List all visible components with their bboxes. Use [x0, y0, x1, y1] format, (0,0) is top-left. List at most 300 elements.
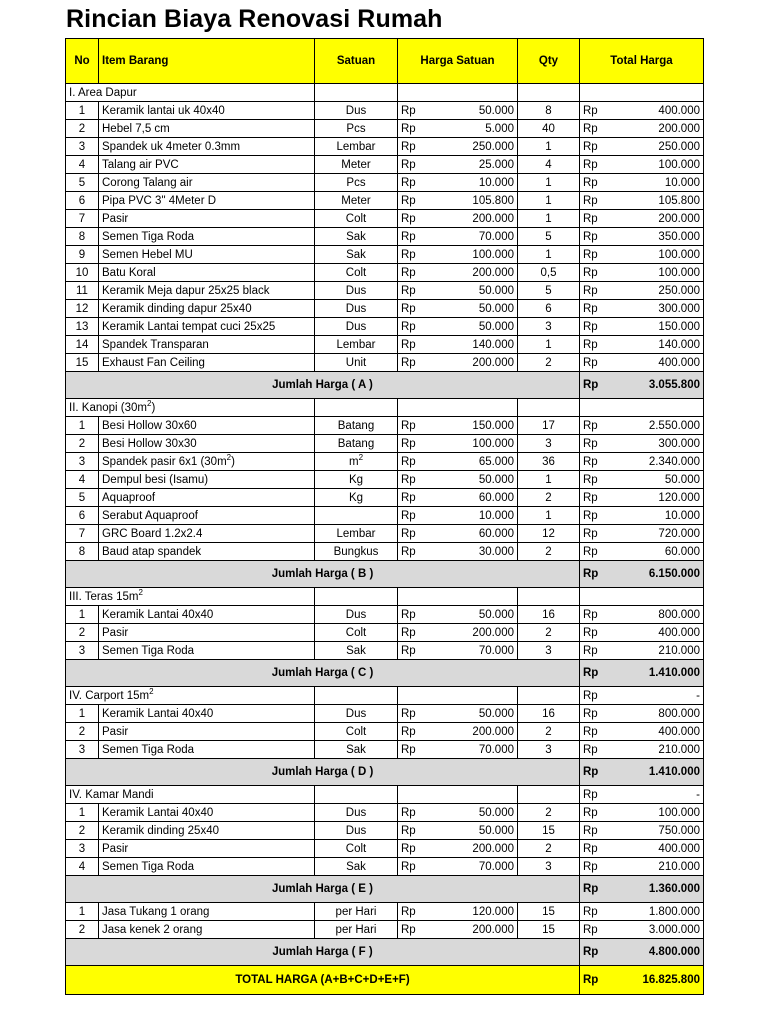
row-no: 10 [66, 264, 99, 282]
row-no: 2 [66, 435, 99, 453]
row-satuan-text: Dus [345, 824, 367, 837]
row-qty: 1 [518, 336, 580, 354]
row-total: 100.000 [612, 246, 704, 264]
currency-label: Rp [580, 759, 612, 786]
row-satuan-text: Dus [345, 707, 367, 720]
row-satuan [315, 228, 398, 246]
row-total: 200.000 [612, 120, 704, 138]
cost-table [65, 38, 704, 995]
row-harga: 50.000 [430, 606, 518, 624]
currency-label: Rp [398, 489, 430, 507]
row-qty: 2 [518, 624, 580, 642]
row-qty: 0,5 [518, 264, 580, 282]
currency-label: Rp [580, 282, 612, 300]
row-qty: 8 [518, 102, 580, 120]
row-item-text: Jasa kenek 2 orang [102, 923, 203, 936]
row-item [99, 489, 315, 507]
row-satuan [315, 138, 398, 156]
row-qty: 40 [518, 120, 580, 138]
row-harga: 200.000 [430, 264, 518, 282]
section-title-text: III. Teras 15m [69, 590, 139, 603]
currency-label: Rp [398, 840, 430, 858]
row-qty: 1 [518, 138, 580, 156]
row-satuan [315, 840, 398, 858]
row-qty: 2 [518, 489, 580, 507]
currency-label: Rp [580, 507, 612, 525]
table-row [66, 525, 704, 543]
row-item [99, 435, 315, 453]
header-total-harga: Total Harga [580, 39, 704, 84]
row-satuan-text: Unit [345, 356, 367, 369]
row-item-text: Serabut Aquaproof [102, 509, 198, 522]
section-title-total: - [612, 687, 704, 705]
subtotal-label: Jumlah Harga ( F ) [66, 939, 580, 966]
row-satuan [315, 903, 398, 921]
row-total: 800.000 [612, 705, 704, 723]
row-satuan [315, 318, 398, 336]
section-header-row [66, 399, 704, 417]
table-row [66, 453, 704, 471]
row-total: 10.000 [612, 507, 704, 525]
row-harga: 200.000 [430, 624, 518, 642]
currency-label: Rp [398, 174, 430, 192]
row-total: 250.000 [612, 138, 704, 156]
row-satuan [315, 300, 398, 318]
row-no: 15 [66, 354, 99, 372]
row-qty: 4 [518, 156, 580, 174]
row-satuan-text: Sak [346, 230, 366, 243]
empty-cell [518, 84, 580, 102]
row-satuan-text: Colt [345, 266, 367, 279]
row-harga: 200.000 [430, 840, 518, 858]
subtotal-value: 1.360.000 [612, 876, 704, 903]
section-title-end: ) [151, 401, 156, 414]
currency-label: Rp [580, 525, 612, 543]
currency-label: Rp [398, 822, 430, 840]
row-qty: 2 [518, 804, 580, 822]
row-satuan-text: Colt [345, 725, 367, 738]
currency-label: Rp [398, 300, 430, 318]
table-row [66, 318, 704, 336]
header-row [66, 39, 704, 84]
page-title: Rincian Biaya Renovasi Rumah [66, 5, 443, 33]
currency-label: Rp [398, 453, 430, 471]
empty-cell [398, 588, 518, 606]
currency-label: Rp [398, 318, 430, 336]
empty-cell [398, 687, 518, 705]
section-title-total: - [612, 786, 704, 804]
currency-label: Rp [398, 354, 430, 372]
superscript: 2 [358, 452, 364, 462]
currency-label: Rp [398, 741, 430, 759]
row-satuan [315, 606, 398, 624]
row-harga: 50.000 [430, 804, 518, 822]
currency-label: Rp [398, 282, 430, 300]
row-item-text: Spandek uk 4meter 0.3mm [102, 140, 241, 153]
subtotal-row [66, 876, 704, 903]
empty-cell [398, 786, 518, 804]
row-harga: 70.000 [430, 741, 518, 759]
row-satuan-text: Pcs [346, 176, 366, 189]
row-item [99, 102, 315, 120]
row-no: 1 [66, 606, 99, 624]
currency-label: Rp [398, 903, 430, 921]
section-header-row [66, 84, 704, 102]
currency-label: Rp [580, 174, 612, 192]
header-qty: Qty [518, 39, 580, 84]
row-no: 6 [66, 507, 99, 525]
row-total: 350.000 [612, 228, 704, 246]
superscript: 2 [146, 398, 152, 408]
row-satuan-text: Lembar [336, 338, 376, 351]
row-no: 1 [66, 903, 99, 921]
row-item-text: Keramik lantai uk 40x40 [102, 104, 225, 117]
subtotal-label: Jumlah Harga ( B ) [66, 561, 580, 588]
row-satuan-text: Dus [345, 284, 367, 297]
row-item [99, 624, 315, 642]
row-total: 105.800 [612, 192, 704, 210]
row-no: 5 [66, 174, 99, 192]
grand-total-value: 16.825.800 [612, 966, 704, 995]
currency-label: Rp [580, 435, 612, 453]
row-no: 2 [66, 921, 99, 939]
row-harga: 120.000 [430, 903, 518, 921]
row-item [99, 921, 315, 939]
currency-label: Rp [580, 687, 612, 705]
row-item-text: Pasir [102, 842, 129, 855]
row-no: 3 [66, 453, 99, 471]
currency-label: Rp [580, 939, 612, 966]
subtotal-value: 1.410.000 [612, 759, 704, 786]
subtotal-value: 3.055.800 [612, 372, 704, 399]
row-no: 3 [66, 138, 99, 156]
currency-label: Rp [398, 228, 430, 246]
row-harga: 50.000 [430, 102, 518, 120]
row-item-text: Keramik Meja dapur 25x25 black [102, 284, 270, 297]
row-satuan [315, 804, 398, 822]
row-harga: 70.000 [430, 228, 518, 246]
currency-label: Rp [580, 804, 612, 822]
subtotal-row [66, 660, 704, 687]
subtotal-row [66, 372, 704, 399]
currency-label: Rp [580, 876, 612, 903]
row-item [99, 246, 315, 264]
row-total: 100.000 [612, 804, 704, 822]
row-no: 2 [66, 624, 99, 642]
currency-label: Rp [580, 354, 612, 372]
table-row [66, 435, 704, 453]
row-no: 2 [66, 822, 99, 840]
header-satuan: Satuan [315, 39, 398, 84]
row-harga: 100.000 [430, 435, 518, 453]
superscript: 2 [138, 587, 143, 597]
currency-label: Rp [580, 858, 612, 876]
row-total: 400.000 [612, 624, 704, 642]
empty-cell [315, 687, 398, 705]
row-item-text: Dempul besi (Isamu) [102, 473, 209, 486]
empty-cell [315, 786, 398, 804]
row-item-text: Keramik Lantai 40x40 [102, 608, 214, 621]
row-total: 800.000 [612, 606, 704, 624]
currency-label: Rp [580, 966, 612, 995]
row-qty: 1 [518, 507, 580, 525]
currency-label: Rp [580, 210, 612, 228]
row-item [99, 642, 315, 660]
row-qty: 1 [518, 210, 580, 228]
row-satuan-text: per Hari [335, 905, 377, 918]
row-satuan [315, 174, 398, 192]
currency-label: Rp [398, 192, 430, 210]
row-item [99, 174, 315, 192]
row-item-text: Pipa PVC 3" 4Meter D [102, 194, 217, 207]
subtotal-value: 6.150.000 [612, 561, 704, 588]
row-no: 1 [66, 102, 99, 120]
row-satuan [315, 354, 398, 372]
row-no: 7 [66, 210, 99, 228]
row-satuan [315, 336, 398, 354]
currency-label: Rp [398, 102, 430, 120]
row-no: 3 [66, 741, 99, 759]
row-no: 5 [66, 489, 99, 507]
row-satuan-text: Dus [345, 104, 367, 117]
row-harga: 65.000 [430, 453, 518, 471]
table-row [66, 471, 704, 489]
row-qty: 3 [518, 741, 580, 759]
currency-label: Rp [398, 642, 430, 660]
row-satuan-text: Kg [348, 491, 364, 504]
empty-cell [580, 399, 704, 417]
currency-label: Rp [398, 156, 430, 174]
row-total: 50.000 [612, 471, 704, 489]
currency-label: Rp [398, 435, 430, 453]
row-no: 12 [66, 300, 99, 318]
row-item [99, 903, 315, 921]
row-satuan [315, 741, 398, 759]
row-item [99, 138, 315, 156]
currency-label: Rp [580, 120, 612, 138]
currency-label: Rp [580, 192, 612, 210]
subtotal-row [66, 561, 704, 588]
currency-label: Rp [398, 336, 430, 354]
row-harga: 140.000 [430, 336, 518, 354]
row-satuan-text: Lembar [336, 140, 376, 153]
currency-label: Rp [580, 102, 612, 120]
currency-label: Rp [398, 138, 430, 156]
row-total: 210.000 [612, 741, 704, 759]
row-no: 4 [66, 156, 99, 174]
grand-total-row [66, 966, 704, 995]
row-item-text: Semen Tiga Roda [102, 644, 195, 657]
row-item [99, 525, 315, 543]
row-qty: 3 [518, 642, 580, 660]
row-harga: 100.000 [430, 246, 518, 264]
row-satuan [315, 453, 398, 471]
table-row [66, 723, 704, 741]
row-total: 400.000 [612, 354, 704, 372]
row-item [99, 822, 315, 840]
row-no: 1 [66, 804, 99, 822]
row-harga: 50.000 [430, 282, 518, 300]
row-no: 8 [66, 228, 99, 246]
currency-label: Rp [580, 471, 612, 489]
row-total: 150.000 [612, 318, 704, 336]
currency-label: Rp [580, 840, 612, 858]
row-satuan [315, 543, 398, 561]
row-harga: 30.000 [430, 543, 518, 561]
row-qty: 12 [518, 525, 580, 543]
row-satuan [315, 471, 398, 489]
currency-label: Rp [398, 471, 430, 489]
subtotal-value: 4.800.000 [612, 939, 704, 966]
row-item [99, 120, 315, 138]
row-harga: 150.000 [430, 417, 518, 435]
row-item-text: Jasa Tukang 1 orang [102, 905, 210, 918]
row-satuan [315, 246, 398, 264]
table-row [66, 138, 704, 156]
row-total: 400.000 [612, 840, 704, 858]
currency-label: Rp [580, 336, 612, 354]
header-harga-satuan: Harga Satuan [398, 39, 518, 84]
row-qty: 3 [518, 858, 580, 876]
row-harga: 250.000 [430, 138, 518, 156]
row-harga: 105.800 [430, 192, 518, 210]
table-row [66, 336, 704, 354]
row-item [99, 840, 315, 858]
currency-label: Rp [398, 921, 430, 939]
section-title [66, 588, 315, 606]
row-item [99, 264, 315, 282]
row-no: 8 [66, 543, 99, 561]
row-item [99, 192, 315, 210]
currency-label: Rp [398, 804, 430, 822]
row-harga: 50.000 [430, 705, 518, 723]
row-item [99, 723, 315, 741]
row-satuan [315, 156, 398, 174]
currency-label: Rp [580, 453, 612, 471]
table-row [66, 210, 704, 228]
row-item [99, 354, 315, 372]
row-item-text: Keramik Lantai tempat cuci 25x25 [102, 320, 276, 333]
row-satuan [315, 858, 398, 876]
empty-cell [518, 399, 580, 417]
table-row [66, 741, 704, 759]
row-total: 120.000 [612, 489, 704, 507]
row-qty: 16 [518, 705, 580, 723]
row-no: 1 [66, 705, 99, 723]
row-no: 11 [66, 282, 99, 300]
subtotal-label: Jumlah Harga ( C ) [66, 660, 580, 687]
row-satuan [315, 705, 398, 723]
row-total: 300.000 [612, 300, 704, 318]
row-satuan [315, 624, 398, 642]
row-item-text: Corong Talang air [102, 176, 193, 189]
row-qty: 2 [518, 543, 580, 561]
row-item [99, 606, 315, 624]
row-satuan-text: m [348, 455, 359, 468]
row-harga: 70.000 [430, 858, 518, 876]
currency-label: Rp [398, 525, 430, 543]
row-item-text: Hebel 7,5 cm [102, 122, 170, 135]
currency-label: Rp [580, 561, 612, 588]
currency-label: Rp [398, 858, 430, 876]
row-item-text: Pasir [102, 626, 129, 639]
row-item-text: GRC Board 1.2x2.4 [102, 527, 203, 540]
currency-label: Rp [398, 543, 430, 561]
empty-cell [518, 687, 580, 705]
row-item-text: Semen Tiga Roda [102, 230, 195, 243]
table-row [66, 156, 704, 174]
empty-cell [518, 786, 580, 804]
row-satuan-text: Colt [345, 842, 367, 855]
currency-label: Rp [580, 705, 612, 723]
row-satuan-text: Pcs [346, 122, 366, 135]
row-qty: 1 [518, 174, 580, 192]
row-satuan [315, 435, 398, 453]
subtotal-value: 1.410.000 [612, 660, 704, 687]
currency-label: Rp [580, 543, 612, 561]
currency-label: Rp [580, 786, 612, 804]
row-satuan-text: Sak [346, 248, 366, 261]
currency-label: Rp [398, 624, 430, 642]
row-satuan [315, 921, 398, 939]
row-item-text: Keramik dinding dapur 25x40 [102, 302, 252, 315]
currency-label: Rp [580, 417, 612, 435]
currency-label: Rp [398, 264, 430, 282]
row-total: 2.550.000 [612, 417, 704, 435]
row-total: 400.000 [612, 102, 704, 120]
subtotal-row [66, 759, 704, 786]
row-item [99, 228, 315, 246]
row-item-end: ) [231, 455, 235, 468]
table-row [66, 489, 704, 507]
currency-label: Rp [580, 246, 612, 264]
row-no: 2 [66, 723, 99, 741]
table-row [66, 624, 704, 642]
table-row [66, 858, 704, 876]
subtotal-label: Jumlah Harga ( D ) [66, 759, 580, 786]
table-row [66, 903, 704, 921]
empty-cell [315, 84, 398, 102]
row-harga: 60.000 [430, 489, 518, 507]
currency-label: Rp [580, 318, 612, 336]
row-no: 6 [66, 192, 99, 210]
row-item [99, 210, 315, 228]
empty-cell [315, 588, 398, 606]
row-item [99, 705, 315, 723]
row-harga: 200.000 [430, 723, 518, 741]
row-qty: 5 [518, 228, 580, 246]
row-no: 3 [66, 642, 99, 660]
currency-label: Rp [398, 246, 430, 264]
row-total: 100.000 [612, 264, 704, 282]
row-harga: 60.000 [430, 525, 518, 543]
currency-label: Rp [580, 156, 612, 174]
row-total: 720.000 [612, 525, 704, 543]
row-harga: 200.000 [430, 354, 518, 372]
row-item-text: Keramik Lantai 40x40 [102, 806, 214, 819]
section-title-text: II. Kanopi (30m [69, 401, 147, 414]
row-qty: 3 [518, 435, 580, 453]
row-total: 60.000 [612, 543, 704, 561]
currency-label: Rp [580, 741, 612, 759]
row-item [99, 471, 315, 489]
section-title [66, 84, 315, 102]
row-item-text: Keramik Lantai 40x40 [102, 707, 214, 720]
row-item-text: Aquaproof [102, 491, 156, 504]
currency-label: Rp [398, 705, 430, 723]
currency-label: Rp [580, 921, 612, 939]
row-total: 140.000 [612, 336, 704, 354]
